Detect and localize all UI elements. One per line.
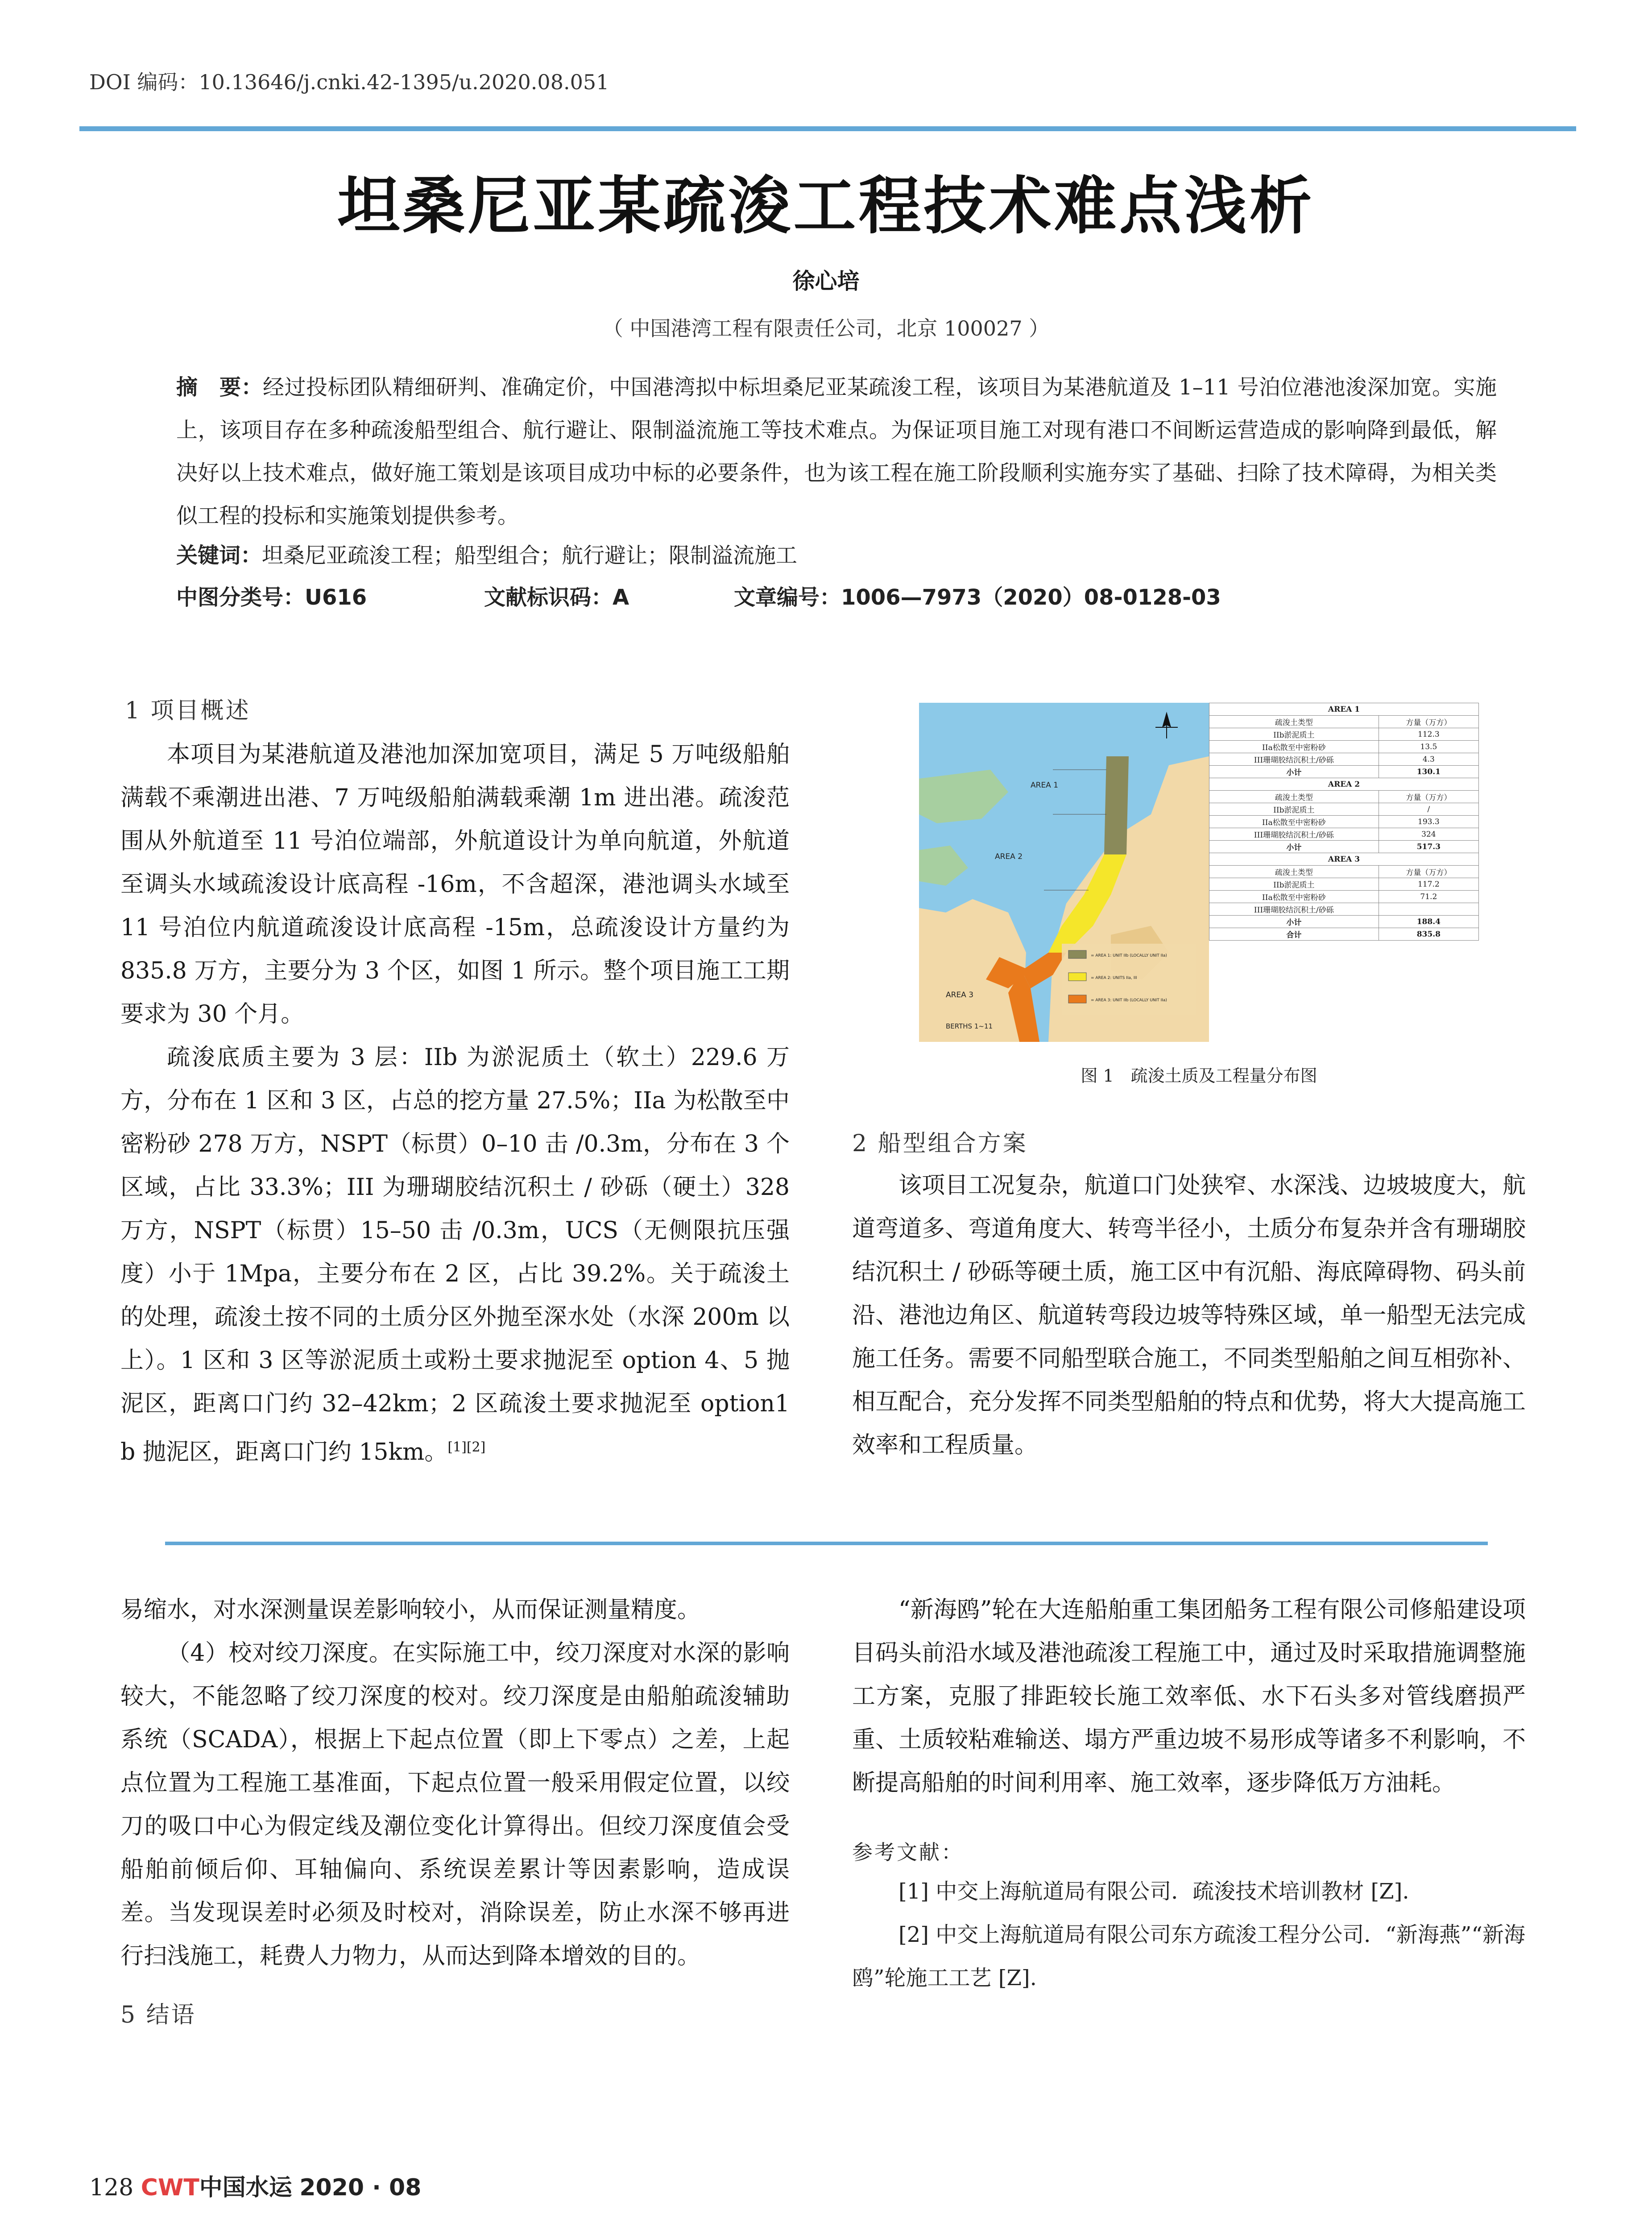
table-area-header: AREA 3 — [1209, 853, 1479, 866]
map-label-berths: BERTHS 1~11 — [946, 1022, 993, 1030]
author: 徐心培 — [792, 268, 860, 294]
conclusion-paragraph: “新海鸥”轮在大连船舶重工集团船务工程有限公司修船建设项目码头前沿水域及港池疏浚工程施工中，通过及时采取措施调整施工方案，克服了排距较长施工效率低、水下石头多对管线磨损严重、土质较粘难输送、塌方严重边坡不易形成等诸多不利影响，不断提高船舶的时间利用率、施工效率，逐步降低万方油耗。 — [852, 1597, 1526, 1796]
table-total: 合计 835.8 — [1209, 928, 1479, 941]
section-1-paragraph: 本项目为某港航道及港池加深加宽项目，满足 5 万吨级船舶满载不乘潮进出港、7 万吨级船舶满载乘潮 1m 进出港。疏浚范围从外航道至 11 号泊位端部，外航道设计为单向航道，外航道至调头水域疏浚设计底高程 -16m，不含超深，港池调头水域至 11 号泊位内航道疏浚设计底高程 -15m，总疏浚设计方量约为 835.8 万方，主要分为 3 个区，如图 1 所示。整个项目施工工期要求为 30 个月。 — [120, 741, 790, 1028]
lower-left-column — [120, 1588, 790, 2029]
table-row: IIb淤泥质土 / — [1209, 803, 1479, 816]
map-label-area3: AREA 3 — [946, 991, 974, 999]
figure-caption: 图 1 疏浚土质及工程量分布图 — [1081, 1066, 1317, 1086]
table-row: IIa松散至中密粉砂 71.2 — [1209, 891, 1479, 903]
lower-right-column — [852, 1588, 1526, 2000]
reference-item: [1] 中交上海航道局有限公司．疏浚技术培训教材 [Z]. — [898, 1879, 1409, 1904]
lower-left-body — [120, 1588, 790, 1978]
table-subtotal: 小计 130.1 — [1209, 766, 1479, 778]
journal-name: 中国水运 — [199, 2174, 292, 2201]
table-row: IIb淤泥质土 117.2 — [1209, 878, 1479, 891]
table-row: IIb淤泥质土 112.3 — [1209, 728, 1479, 741]
table-row: IIa松散至中密粉砂 193.3 — [1209, 816, 1479, 828]
dredging-map — [919, 703, 1209, 1042]
cutter-depth-paragraph: （4）校对绞刀深度。在实际施工中，绞刀深度对水深的影响较大，不能忽略了绞刀深度的校对。绞刀深度是由船舶疏浚辅助系统（SCADA），根据上下起点位置（即上下零点）之差，上起点位置为工程施工基准面，下起点位置一般采用假定位置，以绞刀的吸口中心为假定线及潮位变化计算得出。但绞刀深度值会受船舶前倾后仰、耳轴偏向、系统误差累计等因素影响，造成误差。当发现误差时必须及时校对，消除误差，防止水深不够再进行扫浅施工，耗费人力物力，从而达到降本增效的目的。 — [120, 1640, 790, 1970]
journal-logo: CWT — [141, 2174, 199, 2201]
legend-area1: = AREA 1: UNIT IIb (LOCALLY UNIT IIa) — [1091, 954, 1167, 958]
paper-title: 坦桑尼亚某疏浚工程技术难点浅析 — [337, 170, 1315, 243]
page-number: 128 — [89, 2174, 134, 2201]
abstract — [176, 366, 1497, 537]
page-footer — [89, 2169, 421, 2202]
abstract-text: 经过投标团队精细研判、准确定价，中国港湾拟中标坦桑尼亚某疏浚工程，该项目为某港航道及 1–11 号泊位港池浚深加宽。实施上，该项目存在多种疏浚船型组合、航行避让、限制溢流施工等技术难点。为保证项目施工对现有港口不间断运营造成的影响降到最低，解决好以上技术难点，做好施工策划是该项目成功中标的必要条件，也为该工程在施工阶段顺利实施夯实了基础、扫除了技术障碍，为相关类似工程的投标和实施策划提供参考。 — [176, 375, 1497, 528]
table-subtotal: 小计 517.3 — [1209, 841, 1479, 853]
section-5-heading: 5 结语 — [120, 2002, 196, 2028]
section-1-heading: 1 项目概述 — [125, 697, 251, 724]
article-number: 文章编号：1006—7973（2020）08-0128-03 — [734, 585, 1221, 610]
table-subtotal: 小计 188.4 — [1209, 916, 1479, 928]
references-heading: 参考文献： — [852, 1840, 964, 1864]
table-row: III珊瑚胶结沉积土/砂砾 — [1209, 903, 1479, 916]
map-label-area1: AREA 1 — [1031, 781, 1059, 790]
section-2 — [852, 1124, 1526, 1467]
reference-item: [2] 中交上海航道局有限公司东方疏浚工程分公司．“新海燕”“新海鸥”轮施工工艺 [Z]. — [852, 1922, 1525, 1990]
section-2-paragraph: 该项目工况复杂，航道口门处狭窄、水深浅、边坡坡度大，航道弯道多、弯道角度大、转弯半径小，土质分布复杂并含有珊瑚胶结沉积土 / 砂砾等硬土质，施工区中有沉船、海底障碍物、码头前沿、港池边角区、航道转弯段边坡等特殊区域，单一船型无法完成施工任务。需要不同船型联合施工，不同类型船舶之间互相弥补、相互配合，充分发挥不同类型船舶的特点和优势，将大大提高施工效率和工程质量。 — [852, 1172, 1526, 1459]
clc-code: 中图分类号：U616 — [176, 585, 367, 610]
section-1 — [120, 692, 790, 1474]
continued-paragraph: 易缩水，对水深测量误差影响较小，从而保证测量精度。 — [120, 1597, 701, 1623]
keywords-label: 关键词： — [176, 543, 262, 568]
citation: [1][2] — [447, 1439, 486, 1455]
section-2-heading: 2 船型组合方案 — [852, 1130, 1028, 1157]
references-list — [852, 1870, 1526, 2000]
lower-right-body — [852, 1588, 1526, 1805]
issue: 2020 · 08 — [299, 2174, 422, 2201]
table-area-header: AREA 2 — [1209, 778, 1479, 791]
quantity-table-wrap — [1209, 703, 1479, 941]
top-rule — [79, 126, 1576, 131]
table-row: III珊瑚胶结沉积土/砂砾 324 — [1209, 828, 1479, 841]
table-row: III珊瑚胶结沉积土/砂砾 4.3 — [1209, 753, 1479, 766]
affiliation: （ 中国港湾工程有限责任公司，北京 100027 ） — [602, 316, 1050, 340]
table-row: IIa松散至中密粉砂 13.5 — [1209, 741, 1479, 753]
table-area-header: AREA 1 — [1209, 703, 1479, 716]
legend-area2: = AREA 2: UNITS IIa, III — [1091, 976, 1137, 980]
section-1-paragraph: 疏浚底质主要为 3 层：IIb 为淤泥质土（软土）229.6 万方，分布在 1 区和 3 区，占总的挖方量 27.5%；IIa 为松散至中密粉砂 278 万方，NSPT（标贯）0–10 击 /0.3m，分布在 3 个区域，占比 33.3%；III 为珊瑚胶结沉积土 / 砂砾（硬土）328 万方，NSPT（标贯）15–50 击 /0.3m，UCS（无侧限抗压强度）小于 1Mpa，主要分布在 2 区，占比 39.2%。关于疏浚土的处理，疏浚土按不同的土质分区外抛至深水处（水深 200m 以上）。1 区和 3 区等淤泥质土或粉土要求抛泥至 option 4、5 抛泥区，距离口门约 32–42km；2 区疏浚土要求抛泥至 option1 b 抛泥区，距离口门约 15km。[1][2] — [120, 1044, 790, 1466]
map-label-area2: AREA 2 — [995, 852, 1023, 861]
keywords-text: 坦桑尼亚疏浚工程；船型组合；航行避让；限制溢流施工 — [262, 543, 798, 568]
abstract-label: 摘 要： — [176, 375, 263, 400]
doc-code: 文献标识码：A — [484, 585, 629, 610]
keywords — [176, 538, 1497, 573]
figure-1 — [919, 703, 1479, 1042]
section-2-body — [852, 1164, 1526, 1467]
table-col-type: 疏浚土类型 — [1209, 716, 1379, 728]
doi-line: DOI 编码：10.13646/j.cnki.42-1395/u.2020.08.051 — [89, 70, 609, 94]
table-col-qty: 方量（万方） — [1379, 716, 1478, 728]
quantity-table: AREA 1 疏浚土类型 方量（万方） IIb淤泥质土 112.3 IIa松散至中密粉砂 13.5 III珊瑚胶结沉积土/砂砾 4.3 小计 130.1 AREA 2 疏浚土类型 方量（万方） IIb淤泥质土 / IIa松散至中密粉砂 193.3 III珊瑚胶结沉积土/砂砾 324 小计 517.3 AREA 3 疏浚土类型 方量（万方） IIb淤泥质土 117.2 IIa松散至中密粉砂 71.2 III珊瑚胶结沉积土/砂砾 小计 188.4 合计 835.8 — [1209, 703, 1479, 941]
section-1-body — [120, 733, 790, 1474]
legend-area3: = AREA 3: UNIT IIb (LOCALLY UNIT IIa) — [1091, 998, 1167, 1003]
middle-rule — [165, 1542, 1488, 1545]
